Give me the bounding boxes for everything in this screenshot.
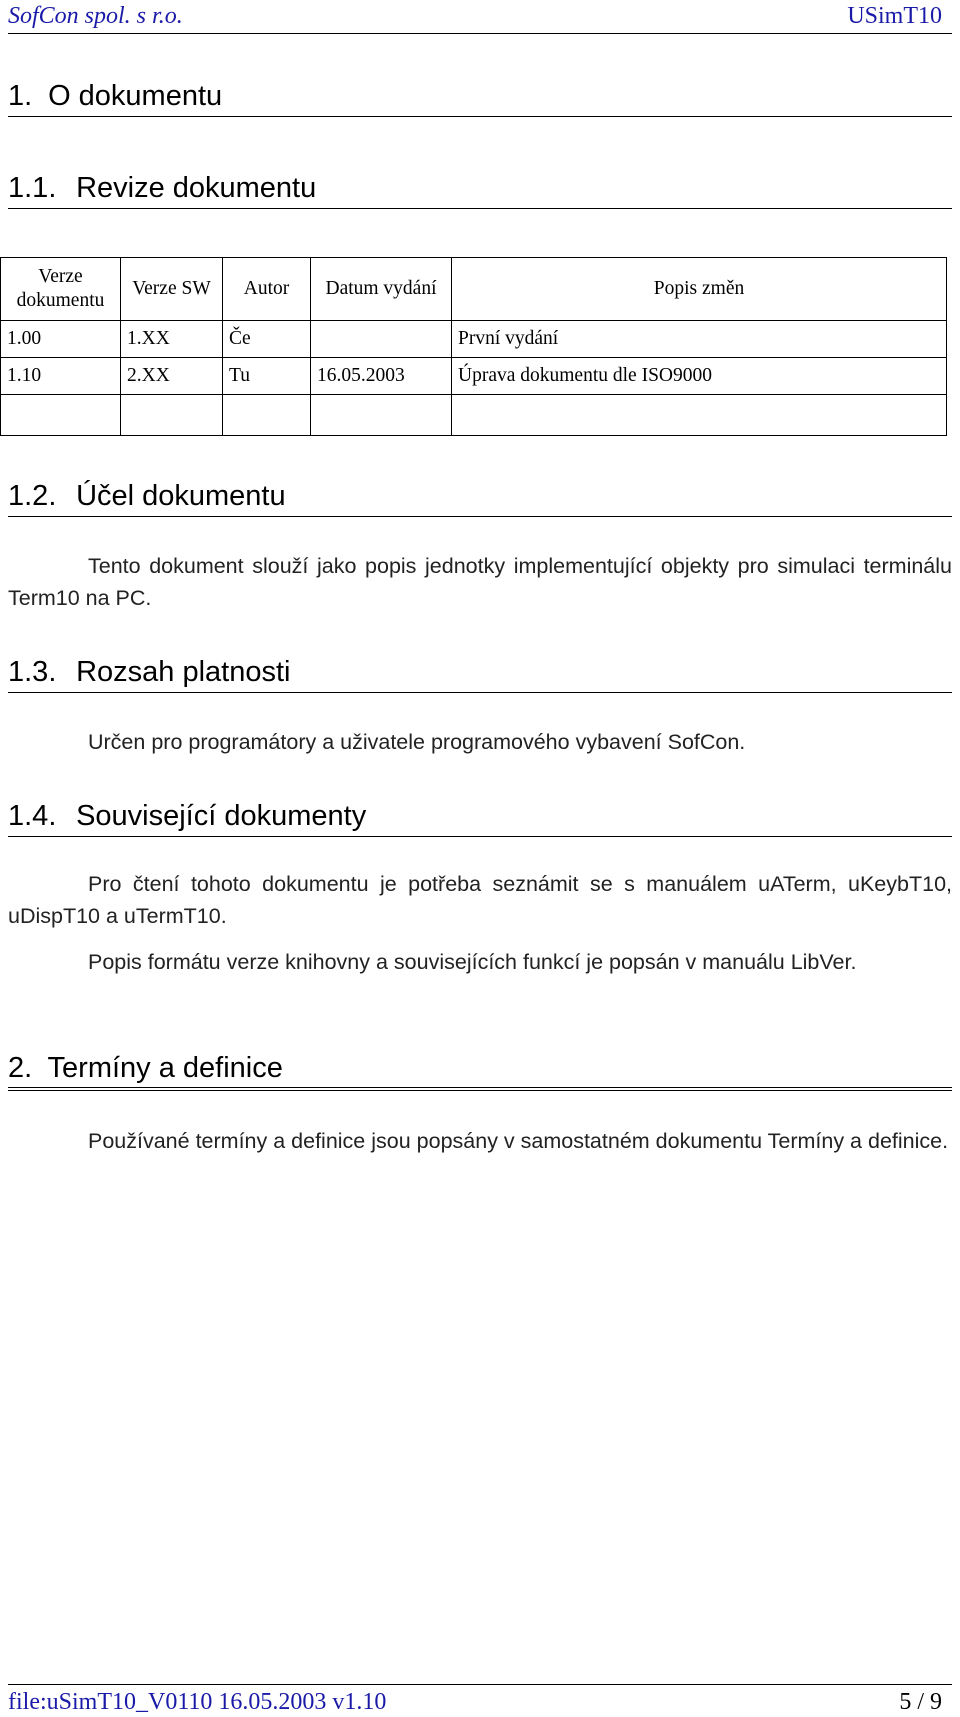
related-text-1: Pro čtení tohoto dokumentu je potřeba seznámit se s manuálem uATerm, uKeybT10, uDispT10 a uTermT10. — [8, 872, 952, 928]
heading-number: 1.1. — [8, 172, 57, 204]
table-row — [1, 321, 947, 358]
cell-author: Če — [223, 321, 311, 358]
cell-changes: První vydání — [452, 321, 947, 358]
heading-title: Účel dokumentu — [76, 480, 286, 512]
scope-paragraph — [8, 726, 952, 758]
header-sw-version: Verze SW — [121, 258, 223, 321]
heading-souvisejici-dokumenty — [8, 798, 952, 837]
terms-paragraph — [8, 1125, 952, 1157]
running-header — [8, 0, 952, 34]
revision-table — [0, 257, 947, 436]
cell-sw-version: 2.XX — [121, 358, 223, 395]
heading-o-dokumentu — [8, 78, 952, 117]
cell-changes: Úprava dokumentu dle ISO9000 — [452, 358, 947, 395]
cell-doc-version: 1.10 — [1, 358, 121, 395]
heading-title: O dokumentu — [48, 80, 223, 112]
cell-sw-version: 1.XX — [121, 321, 223, 358]
company-name: SofCon spol. s r.o. — [8, 3, 183, 29]
header-changes: Popis změn — [452, 258, 947, 321]
file-info: file:uSimT10_V0110 16.05.2003 v1.10 — [8, 1689, 387, 1715]
related-text-2: Popis formátu verze knihovny a souvisejících funkcí je popsán v manuálu LibVer. — [88, 950, 857, 974]
heading-ucel-dokumentu — [8, 478, 952, 517]
heading-number: 2. — [8, 1052, 33, 1084]
heading-rozsah-platnosti — [8, 654, 952, 693]
heading-title: Termíny a definice — [47, 1052, 283, 1084]
related-paragraph-2 — [8, 946, 952, 978]
header-doc-version: Verze dokumentu — [1, 258, 121, 321]
heading-terminy-a-definice — [8, 1050, 952, 1091]
heading-number: 1.4. — [8, 800, 57, 832]
header-author: Autor — [223, 258, 311, 321]
running-footer — [8, 1684, 952, 1717]
header-date: Datum vydání — [311, 258, 452, 321]
heading-number: 1.3. — [8, 656, 57, 688]
heading-number: 1.2. — [8, 480, 57, 512]
purpose-text: Tento dokument slouží jako popis jednotky implementující objekty pro simulaci terminálu Term10 na PC. — [8, 554, 952, 610]
cell-date: 16.05.2003 — [311, 358, 452, 395]
terms-text: Používané termíny a definice jsou popsány v samostatném dokumentu Termíny a definice. — [88, 1129, 949, 1153]
heading-revize-dokumentu — [8, 170, 952, 209]
cell-date — [311, 321, 452, 358]
table-row — [1, 358, 947, 395]
heading-title: Revize dokumentu — [76, 172, 317, 204]
table-header-row — [1, 258, 947, 321]
purpose-paragraph — [8, 550, 952, 614]
table-row-empty — [1, 395, 947, 436]
page-number: 5 / 9 — [899, 1689, 942, 1715]
cell-doc-version: 1.00 — [1, 321, 121, 358]
related-paragraph-1 — [8, 868, 952, 932]
product-name: USimT10 — [847, 3, 942, 29]
scope-text: Určen pro programátory a uživatele programového vybavení SofCon. — [88, 730, 746, 754]
heading-title: Související dokumenty — [76, 800, 367, 832]
cell-author: Tu — [223, 358, 311, 395]
heading-title: Rozsah platnosti — [76, 656, 291, 688]
heading-number: 1. — [8, 80, 33, 112]
